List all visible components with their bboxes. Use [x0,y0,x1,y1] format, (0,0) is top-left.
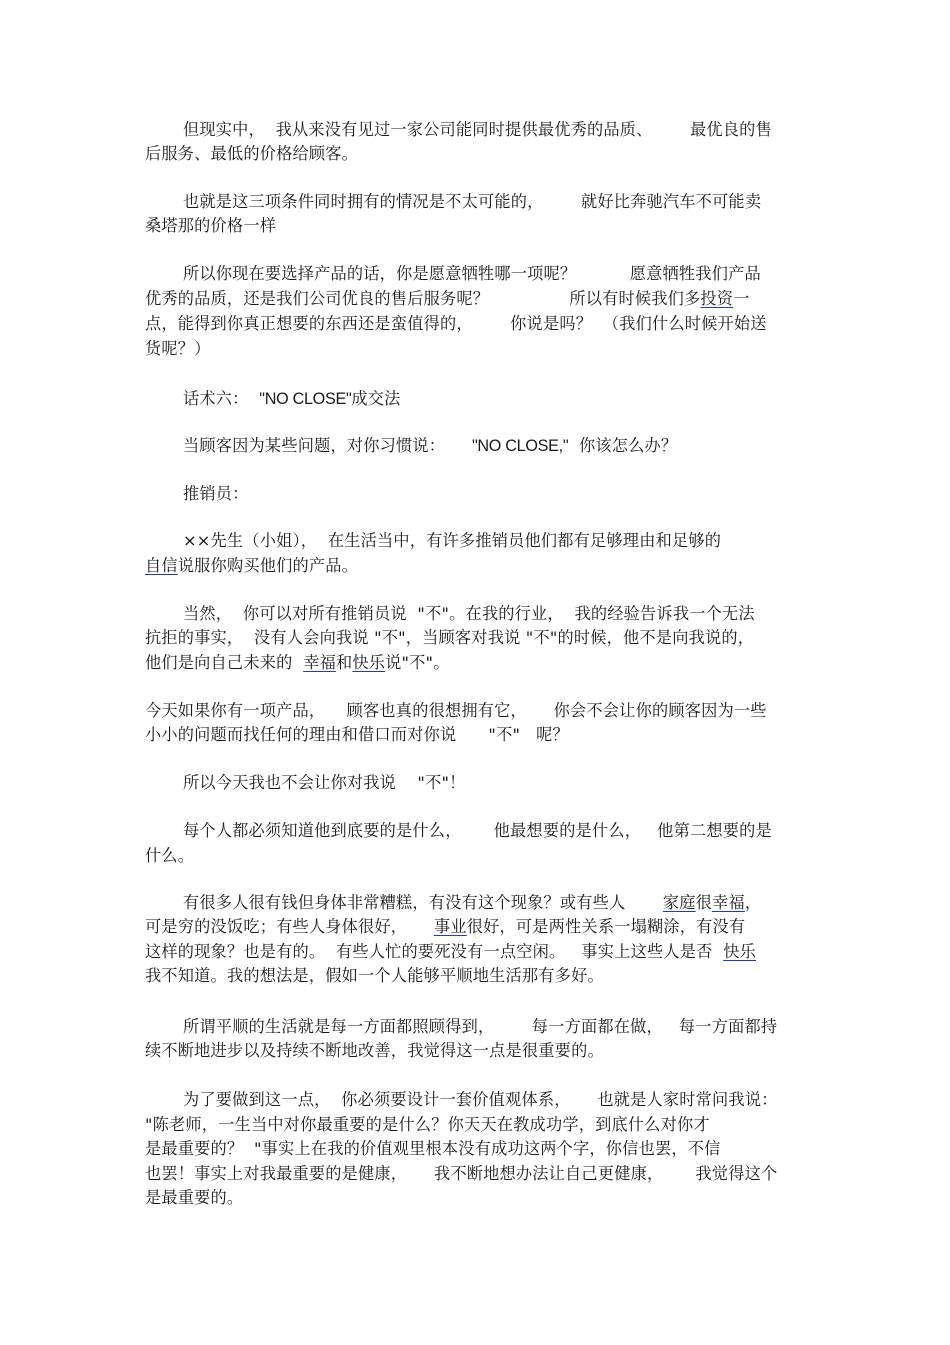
p1-line-1: 但现实中， 我从来没有见过一家公司能同时提供最优秀的品质、 最优良的售 [183,120,772,139]
link-family[interactable]: 家庭 [662,893,696,912]
p9-line-2: 小小的问题而找任何的理由和借口而对你说 "不" 呢？ [145,725,569,744]
p11-line-1: 每个人都必须知道他到底要的是什么， 他最想要的是什么， 他第二想要的是 [183,821,772,840]
p13-line-1: 所谓平顺的生活就是每一方面都照顾得到， 每一方面都在做， 每一方面都持 [183,1017,778,1036]
p5-latin: "NO CLOSE," [471,437,569,455]
p3-line-4: 货呢？） [145,339,211,358]
p8-line-3 [145,651,450,675]
p11-line-2: 什么。 [145,846,195,865]
p8-line-3-head: 他们是向自己未来的 [145,653,304,672]
p5-prefix: 当顾客因为某些问题，对你习惯说： [183,436,472,455]
p2-line-2: 桑塔那的价格一样 [145,216,277,235]
p5-line [183,434,677,458]
p1-line-2: 后服务、最低的价格给顾客。 [145,144,359,163]
link-joy[interactable]: 快乐 [352,653,386,672]
p8-line-1: 当然， 你可以对所有推销员说 "不"。在我的行业， 我的经验告诉我一个无法 [183,604,755,623]
p12-line-2-tail: 很好，可是两性关系一塌糊涂，有没有 [466,917,746,936]
link-happy[interactable]: 幸福 [712,893,745,912]
p12-line-2-head: 可是穷的没饭吃；有些人身体很好， [145,917,434,936]
p4-heading [183,387,401,411]
p12-line-2 [145,915,745,939]
p12-line-4: 我不知道。我的想法是，假如一个人能够平顺地生活那有多好。 [145,966,604,985]
p9-line-1: 今天如果你有一项产品， 顾客也真的很想拥有它， 你会不会让你的顾客因为一些 [145,701,767,720]
p12-line-3-head: 这样的现象？也是有的。 有些人忙的要死没有一点空闲。 事实上这些人是否 [145,942,724,961]
p12-line-3 [145,940,756,964]
p12-line-1 [183,891,761,915]
p2-line-1: 也就是这三项条件同时拥有的情况是不太可能的， 就好比奔驰汽车不可能卖 [183,192,762,211]
p8-line-3-mid: 和 [335,653,353,672]
p3-line-3: 点，能得到你真正想要的东西还是蛮值得的， 你说是吗？ （我们什么时候开始送 [145,314,767,333]
p8-line-3-tail: 说"不"。 [385,653,450,672]
link-joyful[interactable]: 快乐 [723,942,756,961]
p7-line-2 [145,554,358,578]
p14-line-2: "陈老师，一生当中对你最重要的是什么？你天天在教成功学，到底什么对你才 [145,1115,710,1134]
p4-latin: "NO CLOSE" [259,390,352,408]
p7-line-2-tail: 说服你购买他们的产品。 [177,556,359,575]
link-career[interactable]: 事业 [433,917,467,936]
p12-line-1-tail: ， [744,893,762,912]
p14-line-5: 是最重要的。 [145,1188,244,1207]
p12-line-1-mid: 很 [695,893,713,912]
p13-line-2: 续不断地进步以及持续不断地改善，我觉得这一点是很重要的。 [145,1041,604,1060]
p4-prefix: 话术六： [183,389,260,408]
p3-line-2-text: 优秀的品质，还是我们公司优良的售后服务呢？ 所以有时候我们多 [145,289,701,308]
p3-line-2-tail: 一 [733,289,750,308]
link-happiness[interactable]: 幸福 [303,653,336,672]
p4-suffix: 成交法 [351,389,401,408]
p10-line: 所以今天我也不会让你对我说 "不"！ [183,773,466,792]
p3-line-1: 所以你现在要选择产品的话，你是愿意牺牲哪一项呢？ 愿意牺牲我们产品 [183,264,761,283]
p6-line: 推销员： [183,484,249,503]
p3-line-2 [145,287,750,311]
p7-line-1: ××先生（小姐）， 在生活当中，有许多推销员他们都有足够理由和足够的 [183,531,722,550]
p12-line-1-head: 有很多人很有钱但身体非常糟糕，有没有这个现象？或有些人 [183,893,663,912]
p8-line-2: 抗拒的事实， 没有人会向我说 "不"，当顾客对我说 "不"的时候，他不是向我说的， [145,628,755,647]
p14-line-4: 也罢！事实上对我最重要的是健康， 我不断地想办法让自己更健康， 我觉得这个 [145,1164,778,1183]
link-confidence[interactable]: 自信 [145,556,178,575]
p14-line-1: 为了要做到这一点， 你必须要设计一套价值观体系， 也就是人家时常问我说： [183,1090,778,1109]
link-investment[interactable]: 投资 [700,289,734,308]
p14-line-3: 是最重要的？ "事实上在我的价值观里根本没有成功这两个字，你信也罢，不信 [145,1139,721,1158]
p5-suffix: 你该怎么办？ [568,436,678,455]
